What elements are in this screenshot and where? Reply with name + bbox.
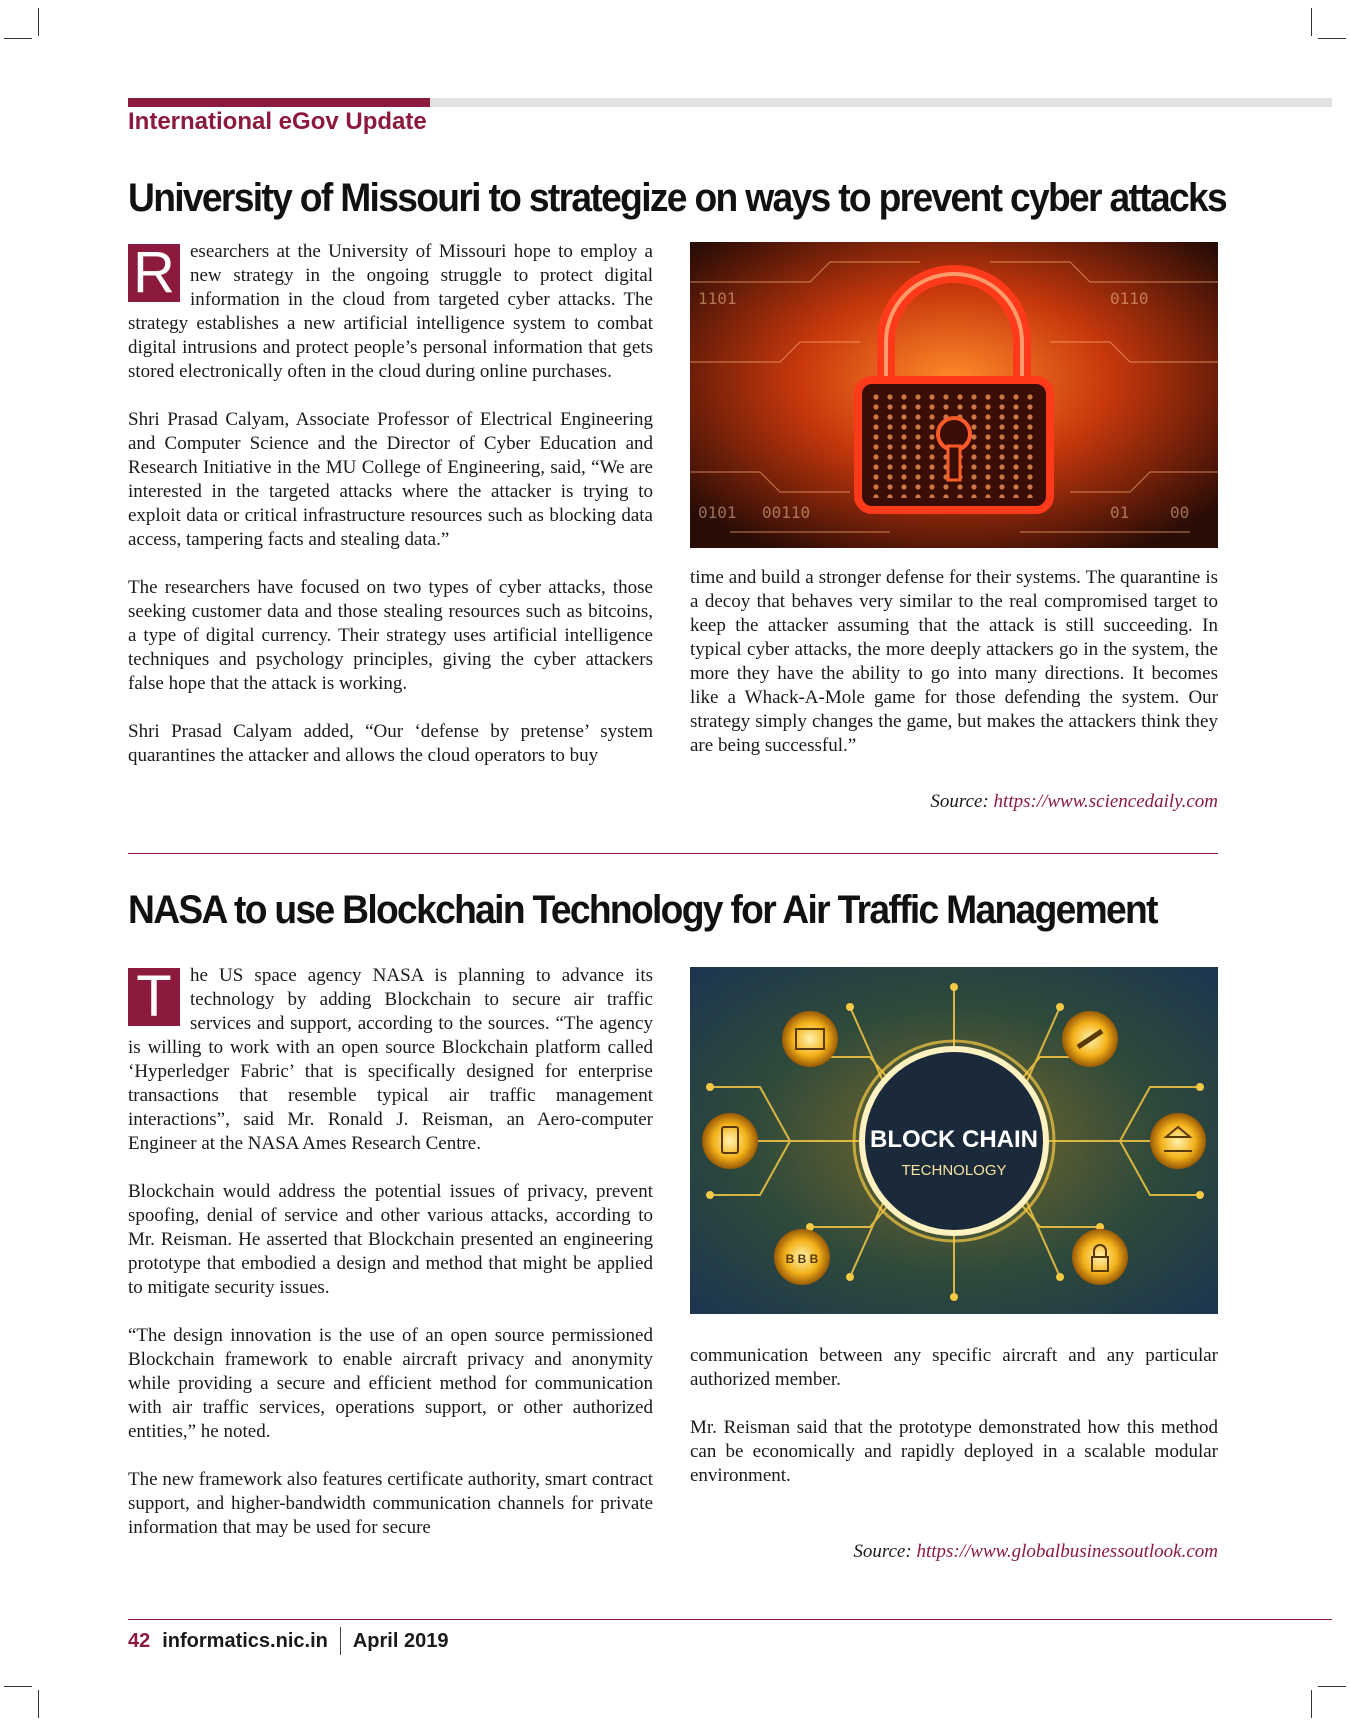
article1-right-column xyxy=(690,566,1218,758)
article1-left-column xyxy=(128,240,653,768)
footer-separator xyxy=(340,1627,341,1655)
cyber-lock-image xyxy=(690,242,1218,548)
footer-rule xyxy=(128,1619,1332,1620)
article2-right-column xyxy=(690,1344,1218,1488)
image-digits: 01 xyxy=(1110,503,1130,522)
image-digits: 1101 xyxy=(698,289,737,308)
crop-mark xyxy=(1318,38,1346,39)
article1-source xyxy=(930,791,1218,813)
article1-para3: The researchers have focused on two types of cyber attacks, those seeking customer data and those stealing resources such as bitcoins, a type of digital currency. Their strategy uses artificial intelligence techniques and psychology principles, giving the cyber attackers false hope that the attack is working. xyxy=(128,577,653,694)
footer-date: April 2019 xyxy=(352,1629,449,1652)
crop-mark xyxy=(1311,8,1312,36)
blockchain-image xyxy=(690,967,1218,1314)
image-digits: 00110 xyxy=(762,503,811,522)
article2-source xyxy=(853,1541,1218,1563)
article2-para6: Mr. Reisman said that the prototype demonstrated how this method can be economically and rapidly deployed in a scalable modular environment. xyxy=(690,1417,1218,1486)
article1-para4: Shri Prasad Calyam added, “Our ‘defense by pretense’ system quarantines the attacker and allows the cloud operators to buy xyxy=(128,721,653,766)
section-bar-grey xyxy=(430,98,1332,107)
article1-para1 xyxy=(128,240,653,384)
image-digits: 00 xyxy=(1170,503,1190,522)
article2-source-label: Source: xyxy=(853,1541,912,1562)
footer-site: informatics.nic.in xyxy=(162,1629,328,1652)
crop-mark xyxy=(38,8,39,36)
image-title-line2: TECHNOLOGY xyxy=(901,1162,1007,1179)
article2-dropcap: T xyxy=(128,968,180,1026)
article1-para2: Shri Prasad Calyam, Associate Professor of Electrical Engineering and Computer Science and the Director of Cyber Education and Research Initiative in the MU College of Engineering, said, “We are interested in the targeted attacks where the attacker is trying to exploit data or critical infrastructure resources such as blocking data access, tampering facts and stealing data.” xyxy=(128,409,653,550)
article2-left-column xyxy=(128,964,653,1540)
image-digits: 0110 xyxy=(1110,289,1149,308)
image-digits: 0101 xyxy=(698,503,737,522)
article1-dropcap: R xyxy=(128,244,180,302)
section-bar-accent xyxy=(128,98,430,107)
article2-para4: The new framework also features certificate authority, smart contract support, and higher-bandwidth communication channels for private information that may be used for secure xyxy=(128,1469,653,1538)
article1-title: University of Missouri to strategize on ways to prevent cyber attacks xyxy=(128,176,1227,220)
article2-para1 xyxy=(128,964,653,1156)
section-label: International eGov Update xyxy=(128,108,427,135)
crop-mark xyxy=(1318,1686,1346,1687)
page-number: 42 xyxy=(128,1629,151,1652)
article2-source-link[interactable]: https://www.globalbusinessoutlook.com xyxy=(916,1541,1218,1562)
article2-para3: “The design innovation is the use of an open source permissioned Blockchain framework to enable aircraft privacy and anonymity while providing a secure and efficient method for communication with air traffic services, operations support, or other authorized entities,” he noted. xyxy=(128,1325,653,1442)
crop-mark xyxy=(1311,1690,1312,1718)
article1-para1-text: esearchers at the University of Missouri hope to employ a new strategy in the ongoing struggle to protect digital information in the cloud from targeted cyber attacks. The strategy establishes a new artificial intelligence system to combat digital intrusions and protect people’s personal information that gets stored electronically often in the cloud during online purchases. xyxy=(128,241,653,382)
page-footer xyxy=(128,1627,448,1655)
article2-para2: Blockchain would address the potential issues of privacy, prevent spoofing, denial of service and other various attacks, according to Mr. Reisman. He asserted that Blockchain presented an engineering prototype that embodied a design and method that might be applied to mitigate security issues. xyxy=(128,1181,653,1298)
crop-mark xyxy=(4,1686,32,1687)
image-coin-letters: B B B xyxy=(785,1252,819,1266)
article1-source-link[interactable]: https://www.sciencedaily.com xyxy=(993,791,1218,812)
article2-title: NASA to use Blockchain Technology for Air Traffic Management xyxy=(128,888,1157,932)
article2-para5: communication between any specific aircraft and any particular authorized member. xyxy=(690,1345,1218,1390)
article1-para5: time and build a stronger defense for their systems. The quarantine is a decoy that behaves very similar to the real compromised target to keep the attacker assuming that the attack is still succeeding. In typical cyber attacks, the more deeply attackers go in the system, the more they have the ability to go into many directions. It becomes like a Whack-A-Mole game for those defending the system. Our strategy simply changes the game, but makes the attackers think they are being successful.” xyxy=(690,567,1218,756)
article-divider xyxy=(128,853,1218,854)
article1-source-label: Source: xyxy=(930,791,989,812)
crop-mark xyxy=(38,1690,39,1718)
crop-mark xyxy=(4,38,32,39)
image-title-line1: BLOCK CHAIN xyxy=(870,1126,1038,1153)
article2-para1-text: he US space agency NASA is planning to advance its technology by adding Blockchain to secure air traffic services and support, according to the sources. “The agency is willing to work with an open source Blockchain platform called ‘Hyperledger Fabric’ that is specifically designed for enterprise transactions that resemble typical air traffic management interactions”, said Mr. Ronald J. Reisman, an Aero-computer Engineer at the NASA Ames Research Centre. xyxy=(128,965,653,1154)
